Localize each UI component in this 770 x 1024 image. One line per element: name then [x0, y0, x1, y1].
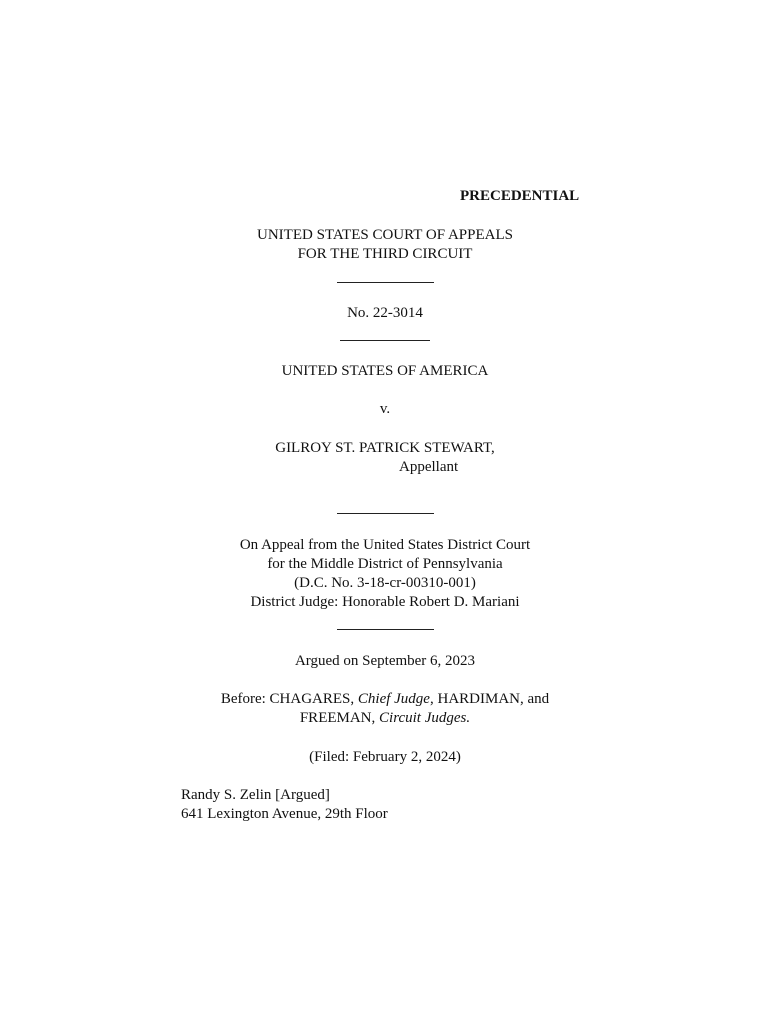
- plaintiff-name: UNITED STATES OF AMERICA: [281, 363, 489, 379]
- counsel-name: Randy S. Zelin [Argued]: [181, 787, 330, 803]
- filed-date: (Filed: February 2, 2024): [309, 749, 461, 765]
- defendant-role: Appellant: [399, 459, 459, 475]
- divider-rule: [337, 282, 434, 283]
- panel-circuit-title: Circuit Judges.: [379, 710, 471, 726]
- argued-date: Argued on September 6, 2023: [294, 653, 476, 669]
- appeal-line2: for the Middle District of Pennsylvania: [267, 556, 503, 572]
- panel-freeman: FREEMAN,: [299, 710, 380, 726]
- appeal-line4: District Judge: Honorable Robert D. Mariani: [250, 594, 520, 610]
- panel-line2: [0, 709, 770, 728]
- defendant-name: GILROY ST. PATRICK STEWART,: [275, 440, 495, 456]
- court-name-line2: FOR THE THIRD CIRCUIT: [297, 246, 473, 262]
- panel-line1: [0, 690, 770, 709]
- panel-chief-title: Chief Judge: [357, 691, 430, 707]
- counsel-address: 641 Lexington Avenue, 29th Floor: [181, 806, 388, 822]
- divider-rule: [340, 340, 430, 341]
- divider-rule: [337, 629, 434, 630]
- appeal-line1: On Appeal from the United States District Court: [239, 537, 531, 553]
- divider-rule: [337, 513, 434, 514]
- appeal-line3: (D.C. No. 3-18-cr-00310-001): [294, 575, 476, 591]
- panel-mid: , HARDIMAN, and: [429, 691, 550, 707]
- panel-before: Before: CHAGARES,: [220, 691, 358, 707]
- case-number: No. 22-3014: [347, 305, 423, 321]
- precedential-label: PRECEDENTIAL: [460, 188, 580, 204]
- versus-label: v.: [379, 401, 391, 417]
- court-name-line1: UNITED STATES COURT OF APPEALS: [257, 227, 513, 243]
